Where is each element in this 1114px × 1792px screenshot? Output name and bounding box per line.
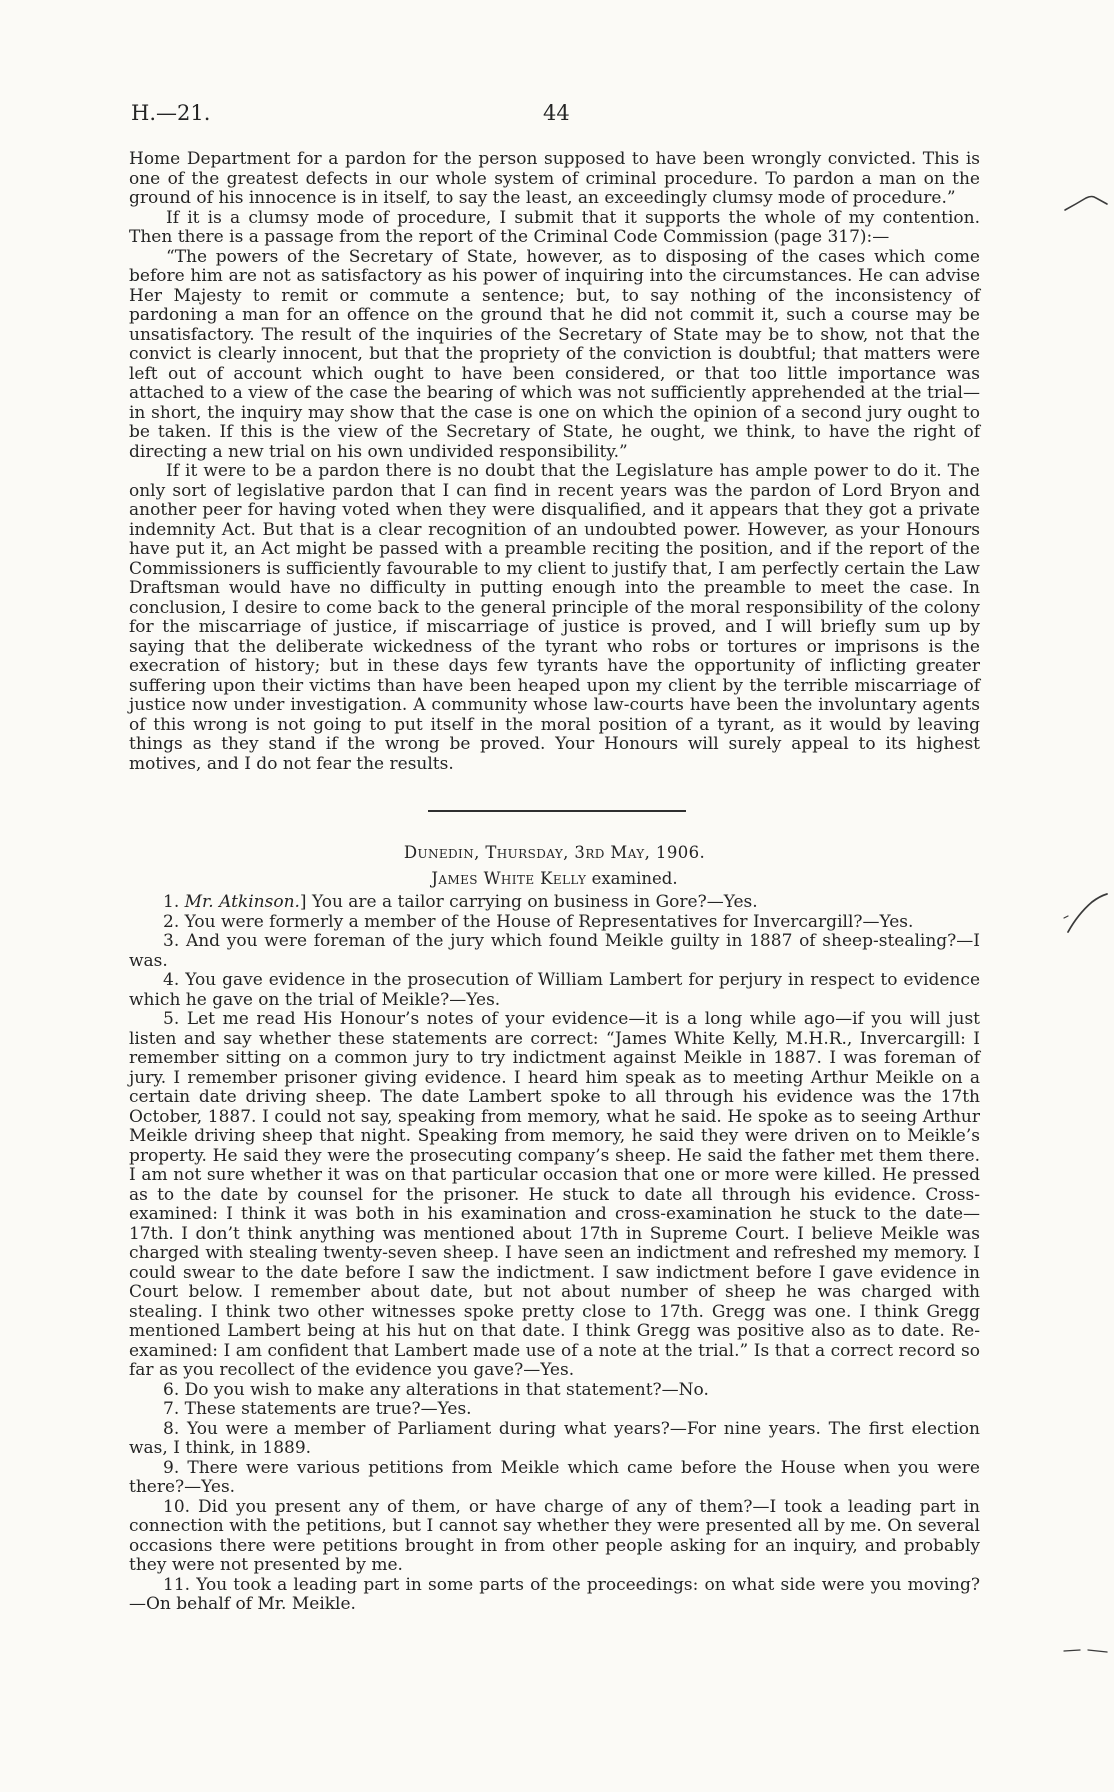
question-text: There were various petitions from Meikle which came before the House when you were there?—Yes. (129, 1457, 980, 1497)
question-3 (129, 932, 980, 971)
counsel-address-continuation (129, 150, 980, 774)
paragraph: If it is a clumsy mode of procedure, I submit that it supports the whole of my contention. Then there is a passage from the report of the Criminal Code Commission (page 317):— (129, 207, 980, 247)
question-7 (129, 1400, 980, 1420)
question-text: ] You are a tailor carrying on business in Gore?—Yes. (299, 892, 758, 912)
question-text: Did you present any of them, or have charge of any of them?—I took a leading part in connection with the petitions, but I cannot say whether they were presented all by me. On several occasions there were petitions brought in from other people asking for an inquiry, and probably they were not presented by me. (129, 1496, 981, 1575)
question-number: 6. (163, 1379, 180, 1400)
question-text: You were formerly a member of the House of Representatives for Invercargill?—Yes. (184, 911, 914, 932)
question-number: 10. (163, 1496, 191, 1517)
question-number: 4. (163, 970, 180, 990)
witness-heading (129, 868, 980, 890)
question-11 (129, 1576, 980, 1615)
question-4 (129, 971, 980, 1010)
paragraph: Home Department for a pardon for the person supposed to have been wrongly convicted. This is one of the greatest defects in our whole system of criminal procedure. To pardon a man on the ground of his innocence is in itself, to say the least, an exceedingly clumsy mode of procedure.” (129, 149, 980, 208)
question-number: 1. (163, 892, 180, 912)
question-10 (129, 1498, 980, 1576)
paragraph: If it were to be a pardon there is no doubt that the Legislature has ample power to do it. The only sort of legislative pardon that I can find in recent years was the pardon of Lord Bryon and another peer for having voted when they were disqualified, and it appears that they got a private indemnity Act. But that is a clear recognition of an undoubted power. However, as your Honours have put it, an Act might be passed with a preamble reciting the position, and if the report of the Commissioners is sufficiently favourable to my client to justify that, I am perfectly certain the Law Draftsman would have no difficulty in putting enough into the preamble to meet the case. In conclusion, I desire to come back to the general principle of the moral responsibility of the colony for the miscarriage of justice, if miscarriage of justice is proved, and I will briefly sum up by saying that the deliberate wickedness of the tyrant who robs or tortures or imprisons is the execration of history; but in these days few tyrants have the opportunity of inflicting greater suffering upon their victims than have been heaped upon my client by the terrible miscarriage of justice now under investigation. A community whose law-courts have been the involuntary agents of this wrong is not going to put itself in the moral position of a tyrant, as it would by leaving things as they stand if the wrong be proved. Your Honours will surely appeal to its highest motives, and I do not fear the results. (129, 461, 980, 774)
question-number: 2. (163, 911, 180, 932)
margin-mark (1062, 1644, 1110, 1658)
question-text: You were a member of Parliament during what years?—For nine years. The first election was, I think, in 1889. (129, 1418, 980, 1458)
sitting-date-heading: Dunedin, Thursday, 3rd May, 1906. (403, 843, 706, 862)
question-6 (129, 1381, 980, 1401)
witness-status: examined. (591, 869, 678, 888)
examination-transcript (129, 893, 980, 1615)
question-9 (129, 1459, 980, 1498)
quoted-passage: “The powers of the Secretary of State, however, as to disposing of the cases which come before him are not as satisfactory as his power of inquiring into the circumstances. He can advise Her Majesty to remit or commute a sentence; but, to say nothing of the inconsistency of pardoning a man for an offence on the ground that he did not commit it, such a course may be unsatisfactory. The result of the inquiries of the Secretary of State may be to show, not that the convict is clearly innocent, but that the propriety of the conviction is doubtful; that matters were left out of account which ought to have been considered, or that too little importance was attached to a view of the case the bearing of which was not sufficiently apprehended at the trial—in short, the inquiry may show that the case is one on which the opinion of a second jury ought to be taken. If this is the view of the Secretary of State, he ought, we think, to have the right of directing a new trial on his own undivided responsibility.” (129, 246, 980, 462)
question-number: 8. (163, 1418, 180, 1439)
margin-mark (1062, 888, 1110, 936)
question-5 (129, 1010, 980, 1381)
question-text: And you were foreman of the jury which found Meikle guilty in 1887 of sheep-stealing?—I was. (129, 931, 981, 971)
question-number: 11. (163, 1574, 191, 1595)
question-8 (129, 1420, 980, 1459)
margin-mark (1062, 192, 1110, 216)
page-body (129, 150, 980, 1615)
section-divider (428, 810, 686, 812)
question-2 (129, 913, 980, 933)
witness-name: James White Kelly (431, 869, 587, 888)
examiner-name: Mr. Atkinson. (184, 892, 300, 912)
question-number: 9. (163, 1457, 180, 1478)
question-number: 3. (163, 931, 180, 951)
document-reference: H.—21. (131, 101, 211, 125)
question-text: These statements are true?—Yes. (184, 1399, 472, 1419)
page-number: 44 (543, 101, 570, 125)
question-text: Let me read His Honour’s notes of your evidence—it is a long while ago—if you will just listen and say whether these statements are correct: “James White Kelly, M.H.R., Invercargill: I remember sitting on a common jury to try indictment against Meikle in 1887. I was foreman of jury. I remember prisoner giving evidence. I heard him speak as to meeting Arthur Meikle on a certain date driving sheep. The date Lambert spoke to all through his evidence was the 17th October, 1887. I could not say, speaking from memory, what he said. He spoke as to seeing Arthur Meikle driving sheep that night. Speaking from memory, he said they were driven on to Meikle’s property. He said they were the prosecuting company’s sheep. He said the father met them there. I am not sure whether it was on that particular occasion that one or more were killed. He pressed as to the date by counsel for the prisoner. He stuck to date all through his evidence. Cross-examined: I think it was both in his examination and cross-examination he stuck to the date—17th. I don’t think anything was mentioned about 17th in Supreme Court. I believe Meikle was charged with stealing twenty-seven sheep. I have seen an indictment and refreshed my memory. I could swear to the date before I saw the indictment. I saw indictment before I gave evidence in Court below. I remember about date, but not about number of sheep he was charged with stealing. I think two other witnesses spoke pretty close to 17th. Gregg was one. I think Gregg mentioned Lambert being at his hut on that date. I think Gregg was positive also as to date. Re-examined: I am confident that Lambert made use of a note at the trial.” Is that a correct record so far as you recollect of the evidence you gave?—Yes. (129, 1009, 980, 1380)
question-text: You gave evidence in the prosecution of William Lambert for perjury in respect to evidence which he gave on the trial of Meikle?—Yes. (129, 970, 981, 1010)
question-1 (129, 893, 980, 913)
question-text: You took a leading part in some parts of the proceedings: on what side were you moving?—On behalf of Mr. Meikle. (129, 1574, 980, 1614)
question-number: 7. (163, 1399, 180, 1419)
question-number: 5. (163, 1009, 180, 1029)
question-text: Do you wish to make any alterations in that statement?—No. (184, 1379, 709, 1400)
